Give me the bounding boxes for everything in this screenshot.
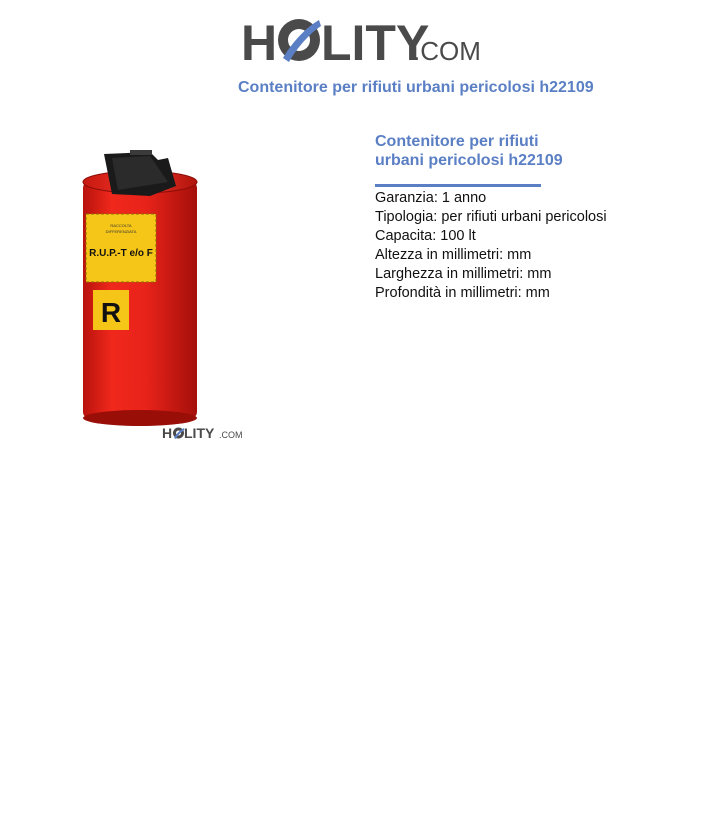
image-watermark (162, 425, 243, 441)
svg-text:LITY: LITY (184, 425, 215, 441)
spec-warranty: Garanzia: 1 anno (375, 190, 487, 206)
bin-label-line2: DIFFERENZIATA (105, 229, 137, 234)
holity-logo[interactable] (241, 10, 481, 70)
svg-text:.COM: .COM (413, 36, 481, 66)
spec-list (375, 189, 705, 303)
spec-capacity: Capacita: 100 lt (375, 228, 476, 244)
waste-bin-illustration (0, 110, 300, 480)
logo-graphic (241, 10, 481, 70)
bin-label-code: R.U.P.-T e/o F (89, 248, 153, 259)
svg-text:H: H (162, 425, 173, 441)
svg-text:LITY: LITY (321, 15, 430, 70)
spec-width: Larghezza in millimetri: mm (375, 266, 552, 282)
svg-text:.COM: .COM (219, 430, 243, 440)
page-title: Contenitore per rifiuti urbani pericolosi h22109 (238, 79, 594, 96)
title-divider (375, 184, 541, 187)
bin-badge-letter: R (100, 297, 122, 328)
spec-height: Altezza in millimetri: mm (375, 247, 532, 263)
product-title: Contenitore per rifiuti urbani pericolosi h22109 (375, 133, 563, 169)
svg-text:H: H (241, 15, 278, 70)
product-info (375, 132, 705, 303)
spec-depth: Profondità in millimetri: mm (375, 285, 550, 301)
bin-label-line1: RACCOLTA (110, 223, 132, 228)
product-image (0, 110, 300, 480)
spec-type: Tipologia: per rifiuti urbani pericolosi (375, 209, 607, 225)
